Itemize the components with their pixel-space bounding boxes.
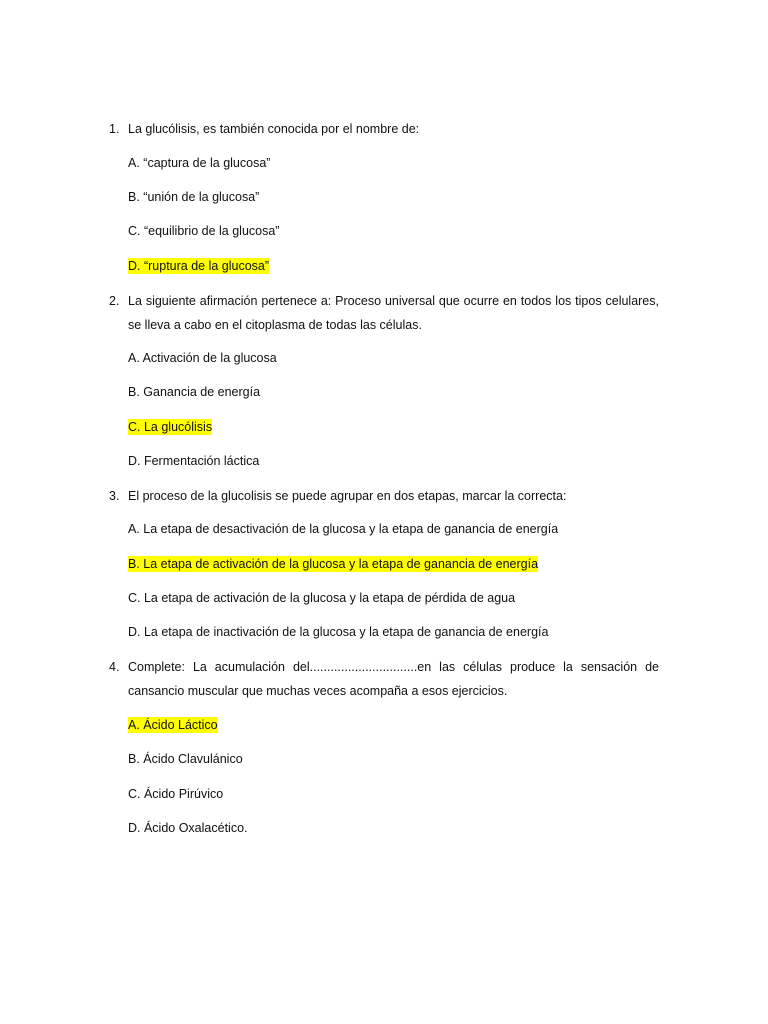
question-1 xyxy=(109,117,659,141)
option-4d: D. Ácido Oxalacético. xyxy=(128,821,248,835)
option-1c: C. “equilibrio de la glucosa” xyxy=(128,224,280,238)
option-4c: C. Ácido Pirúvico xyxy=(128,787,224,801)
question-number: 3. xyxy=(109,489,120,503)
question-number: 1. xyxy=(109,122,120,136)
question-4 xyxy=(109,655,659,703)
option-2c-answer: C. La glucólisis xyxy=(128,420,213,434)
option-2a: A. Activación de la glucosa xyxy=(128,351,277,365)
option-1b: B. “unión de la glucosa” xyxy=(128,190,260,204)
question-3 xyxy=(109,484,659,508)
question-text: El proceso de la glucolisis se puede agrupar en dos etapas, marcar la correcta: xyxy=(128,489,567,503)
option-2d: D. Fermentación láctica xyxy=(128,454,260,468)
option-1d-answer: D. “ruptura de la glucosa” xyxy=(128,259,270,273)
option-3b-answer: B. La etapa de activación de la glucosa y la etapa de ganancia de energía xyxy=(128,557,539,571)
option-2b: B. Ganancia de energía xyxy=(128,385,261,399)
question-2 xyxy=(109,289,659,337)
question-number: 2. xyxy=(109,294,120,308)
question-number: 4. xyxy=(109,660,120,674)
question-text: Complete: La acumulación del...............................en las células produce la sensación de cansancio muscular que muchas veces acompaña a esos ejercicios. xyxy=(128,660,659,698)
option-3a: A. La etapa de desactivación de la glucosa y la etapa de ganancia de energía xyxy=(128,522,559,536)
option-3c: C. La etapa de activación de la glucosa y la etapa de pérdida de agua xyxy=(128,591,516,605)
option-4a-answer: A. Ácido Láctico xyxy=(128,718,218,732)
option-4b: B. Ácido Clavulánico xyxy=(128,752,243,766)
question-text: La glucólisis, es también conocida por el nombre de: xyxy=(128,122,420,136)
option-3d: D. La etapa de inactivación de la glucosa y la etapa de ganancia de energía xyxy=(128,625,549,639)
question-text: La siguiente afirmación pertenece a: Proceso universal que ocurre en todos los tipos celulares, se lleva a cabo en el citoplasma de todas las células. xyxy=(128,294,659,332)
option-1a: A. “captura de la glucosa” xyxy=(128,156,271,170)
